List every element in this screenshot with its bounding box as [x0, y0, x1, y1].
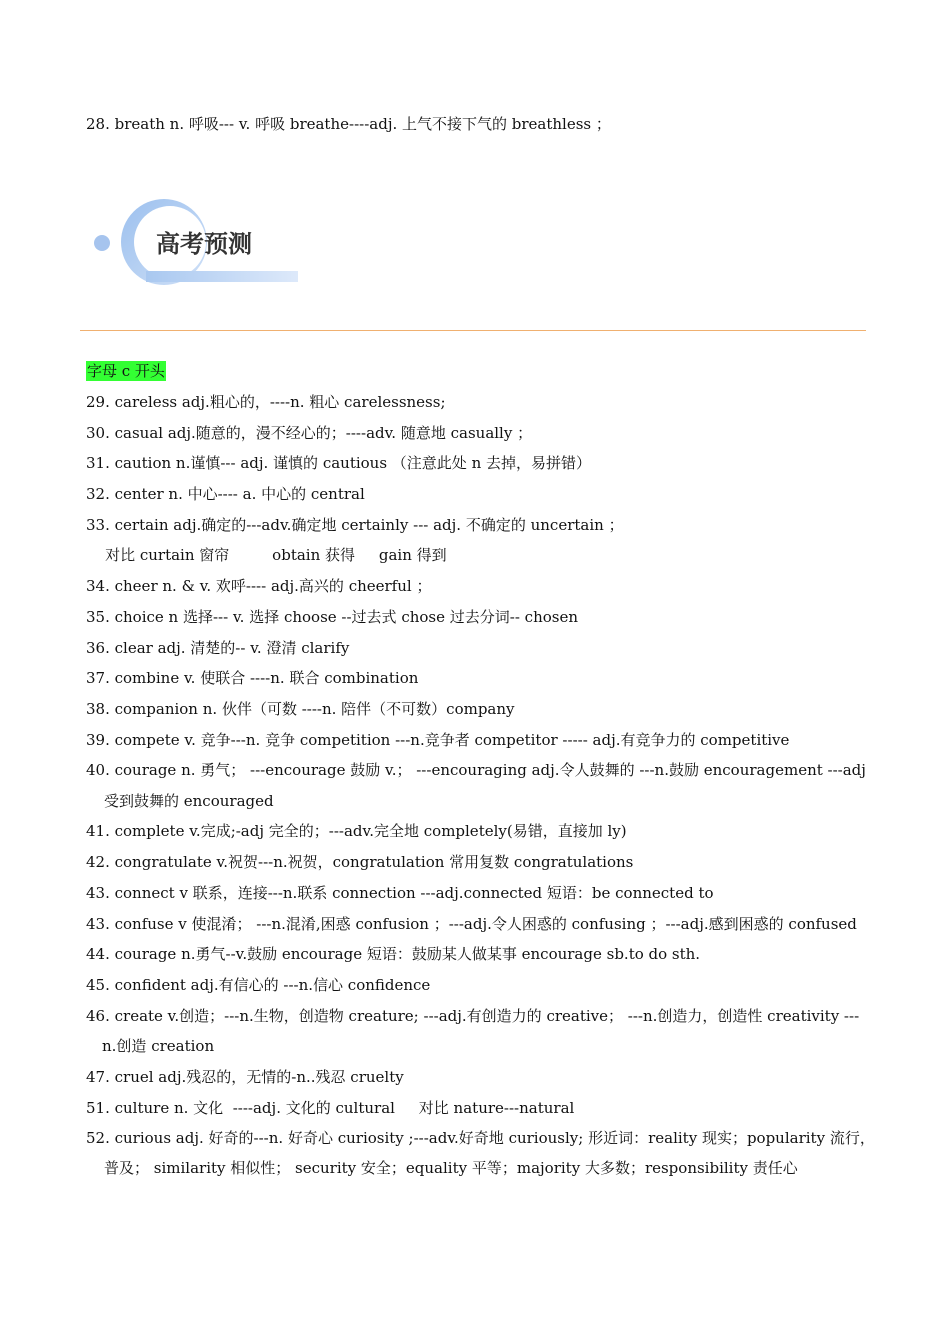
entry-41: 41. complete v.完成;-adj 完全的；---adv.完全地 completely(易错，直接加 ly)	[86, 822, 627, 840]
entry-39: 39. compete v. 竞争---n. 竞争 competition ---n.竞争者 competitor ----- adj.有竞争力的 competitive	[86, 731, 790, 749]
entry-38: 38. companion n. 伙伴（可数 ----n. 陪伴（不可数）company	[86, 700, 515, 718]
banner-title: 高考预测	[156, 230, 252, 258]
entry-42: 42. congratulate v.祝贺---n.祝贺，congratulation 常用复数 congratulations	[86, 853, 634, 871]
entry-40: 40. courage n. 勇气； ---encourage 鼓励 v.； ---encouraging adj.令人鼓舞的 ---n.鼓励 encouragement ---adj	[86, 761, 866, 779]
divider	[80, 330, 866, 331]
entry-35: 35. choice n 选择--- v. 选择 choose --过去式 chose 过去分词-- chosen	[86, 608, 578, 626]
entry-44: 44. courage n.勇气--v.鼓励 encourage 短语：鼓励某人做某事 encourage sb.to do sth.	[86, 945, 701, 963]
entry-46: 46. create v.创造；---n.生物，创造物 creature; ---adj.有创造力的 creative； ---n.创造力，创造性 creativity ---	[86, 1007, 860, 1025]
entry-36: 36. clear adj. 清楚的-- v. 澄清 clarify	[86, 639, 350, 657]
entry-47: 47. cruel adj.残忍的，无情的-n..残忍 cruelty	[86, 1068, 404, 1086]
entry-37: 37. combine v. 使联合 ----n. 联合 combination	[86, 669, 419, 687]
entry-40-cont: 受到鼓舞的 encouraged	[104, 792, 274, 810]
entry-52: 52. curious adj. 好奇的---n. 好奇心 curiosity ;---adv.好奇地 curiously; 形近词：reality 现实；popularity 流行，	[86, 1129, 875, 1147]
entry-29: 29. careless adj.粗心的，----n. 粗心 carelessness;	[86, 393, 446, 411]
entry-31: 31. caution n.谨慎--- adj. 谨慎的 cautious （注意此处 n 去掉，易拼错）	[86, 454, 591, 472]
entry-30: 30. casual adj.随意的，漫不经心的；----adv. 随意地 casually ；	[86, 424, 533, 442]
entry-51: 51. culture n. 文化 ----adj. 文化的 cultural 对比 nature---natural	[86, 1099, 575, 1117]
entry-34: 34. cheer n. & v. 欢呼---- adj.高兴的 cheerful ；	[86, 577, 432, 595]
entry-33: 33. certain adj.确定的---adv.确定地 certainly --- adj. 不确定的 uncertain ；	[86, 516, 624, 534]
entry-33-contrast: 对比 curtain 窗帘 obtain 获得 gain 得到	[86, 546, 447, 564]
entry-45: 45. confident adj.有信心的 ---n.信心 confidence	[86, 976, 431, 994]
section-banner	[86, 196, 300, 288]
entry-32: 32. center n. 中心---- a. 中心的 central	[86, 485, 365, 503]
entry-43-connect: 43. connect v 联系，连接---n.联系 connection ---adj.connected 短语：be connected to	[86, 884, 714, 902]
entry-52-cont: 普及； similarity 相似性； security 安全；equality 平等；majority 大多数；responsibility 责任心	[104, 1159, 798, 1177]
section-label: 字母 c 开头	[87, 362, 165, 380]
entry-28: 28. breath n. 呼吸--- v. 呼吸 breathe----adj. 上气不接下气的 breathless ；	[86, 115, 611, 133]
banner-dot-icon	[94, 235, 110, 251]
entry-46-cont: n.创造 creation	[102, 1037, 215, 1055]
entry-43-confuse: 43. confuse v 使混淆； ---n.混淆,困惑 confusion ；---adj.令人困惑的 confusing ；---adj.感到困惑的 confused	[86, 915, 857, 933]
